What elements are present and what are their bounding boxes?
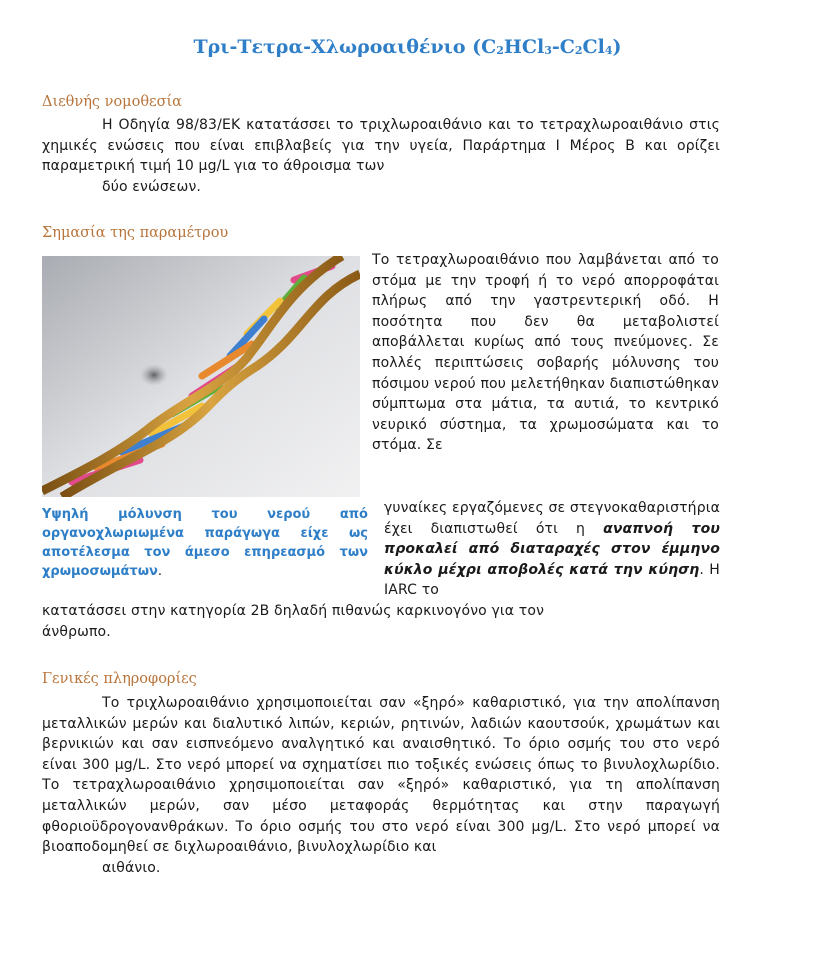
legislation-paragraph: Η Οδηγία 98/83/ΕΚ κατατάσσει το τριχλωροαιθάνιο και το τετραχλωροαιθάνιο στις χημικές ενώσεις που είναι επιβλαβείς για την υγεία, Παράρτημα Ι Μέρος Β και ορίζει παραμετρική τιμή 10 μg/L για το άθροισμα των δύο ενώσεων. — [42, 117, 720, 195]
page-title: Τρι-Τετρα-Χλωροαιθένιο $(C_2HCl_3-C_2Cl_4)$ — [193, 36, 622, 58]
general-heading: Γενικές πληροφορίες — [42, 671, 197, 687]
significance-heading: Σημασία της παραμέτρου — [42, 225, 229, 241]
significance-paragraph-part3: κατατάσσει στην κατηγορία 2Β δηλαδή πιθανώς καρκινογόνο για τον άνθρωπο. — [42, 603, 545, 640]
significance-paragraph-part2: γυναίκες εργαζόμενες σε στεγνοκαθαριστήρια έχει διαπιστωθεί ότι η αναπνοή του προκαλεί από διαταραχές στον έμμηνο κύκλο μέχρι αποβολές κατά την κύηση. Η IARC το — [384, 500, 720, 599]
figure-caption: Υψηλή μόλυνση του νερού από οργανοχλωριωμένα παράγωγα είχε ως αποτέλεσμα τον άμεσο επηρεασμό των χρωμοσωμάτων. — [42, 507, 368, 579]
general-paragraph: Το τριχλωροαιθάνιο χρησιμοποιείται σαν «ξηρό» καθαριστικό, για την απολίπανση μεταλλικών μερών και διαλυτικό λιπών, κεριών, ρητινών, λαδιών καουτσούκ, χρωμάτων και βερνικιών και σαν εισπνεόμενο αναλγητικό και αναισθητικό. Το όριο οσμής του στο νερό είναι 300 μg/L. Στο νερό μπορεί να σχηματίσει πιο τοξικές ενώσεις όπως το βινυλοχλωρίδιο. Το τετραχλωροαιθάνιο χρησιμοποιείται σαν «ξηρό» καθαριστικό, για τη απολίπανση μεταλλικών μερών, σαν μέσο μεταφοράς θερμότητας και στην παραγωγή φθοριοϋδρογονανθράκων. Το όριο οσμής του στο νερό είναι 300 μg/L. Στο νερό μπορεί να βιοαποδομηθεί σε διχλωροαιθάνιο, βινυλοχλωρίδιο και αιθάνιο. — [42, 695, 720, 876]
dna-helix-image — [42, 256, 360, 497]
legislation-heading: Διεθνής νομοθεσία — [42, 94, 182, 110]
significance-paragraph-part1: Το τετραχλωροαιθάνιο που λαμβάνεται από το στόμα με την τροφή ή το νερό απορροφάται πλήρως από την γαστρεντερική οδό. Η ποσότητα που δεν θα μεταβολιστεί αποβάλλεται κυρίως από τους πνεύμονες. Σε πολλές περιπτώσεις σοβαρής μόλυνσης του πόσιμου νερού που μελετήθηκαν διαπιστώθηκαν σύμπτωμα στα μάτια, τα αυτιά, το κεντρικό νευρικό σύστημα, τα χρωμοσώματα και το στόμα. Σε — [372, 252, 719, 454]
